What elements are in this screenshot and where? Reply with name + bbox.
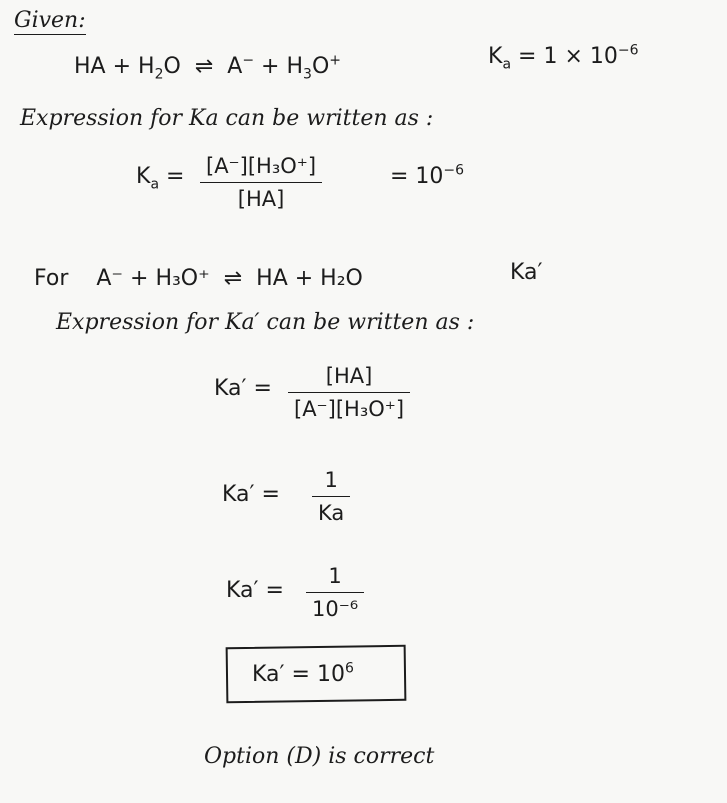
ka-given: $K_a = 1 \times 10^{-6}$: [488, 42, 639, 73]
ka-prime-expr-label: Ka′ =: [214, 376, 272, 401]
ka-prime-value-label: Ka′ =: [226, 578, 284, 603]
equilibrium-arrow-icon: ⇌: [194, 54, 214, 79]
final-answer: $Ka' = 10^6$: [252, 660, 354, 687]
reaction-1: HA + $H_2O$ ⇌ $A^- + H_3O^+$: [74, 52, 342, 83]
ka-prime-denominator: [A⁻][H₃O⁺]: [294, 397, 405, 421]
ka-numerator: [A⁻][H₃O⁺]: [206, 154, 317, 178]
expression-1-text: Expression for Ka can be written as :: [20, 106, 434, 131]
ka-expr-result: = $10^{-6}$: [390, 162, 465, 189]
ka-prime-recip-fraction: 1 Ka: [312, 470, 350, 524]
expression-2-text: Expression for Ka′ can be written as :: [56, 310, 475, 335]
ka-expr-label: $K_a$ =: [136, 164, 185, 193]
ka-prime-recip-label: Ka′ =: [222, 482, 280, 507]
reaction-2-k: Ka′: [510, 260, 543, 285]
given-label: Given:: [14, 8, 86, 33]
ka-prime-value-fraction: 1 10⁻⁶: [306, 566, 364, 620]
ka-prime-expr-fraction: [288, 366, 410, 420]
ka-prime-numerator: [HA]: [325, 364, 373, 388]
ka-expr-fraction: [200, 156, 322, 210]
ka-denominator: [HA]: [237, 187, 285, 211]
equilibrium-arrow-icon: ⇌: [223, 266, 243, 291]
reaction-2: For A⁻ + H₃O⁺ ⇌ HA + H₂O: [34, 266, 363, 291]
conclusion-text: Option (D) is correct: [204, 744, 435, 769]
